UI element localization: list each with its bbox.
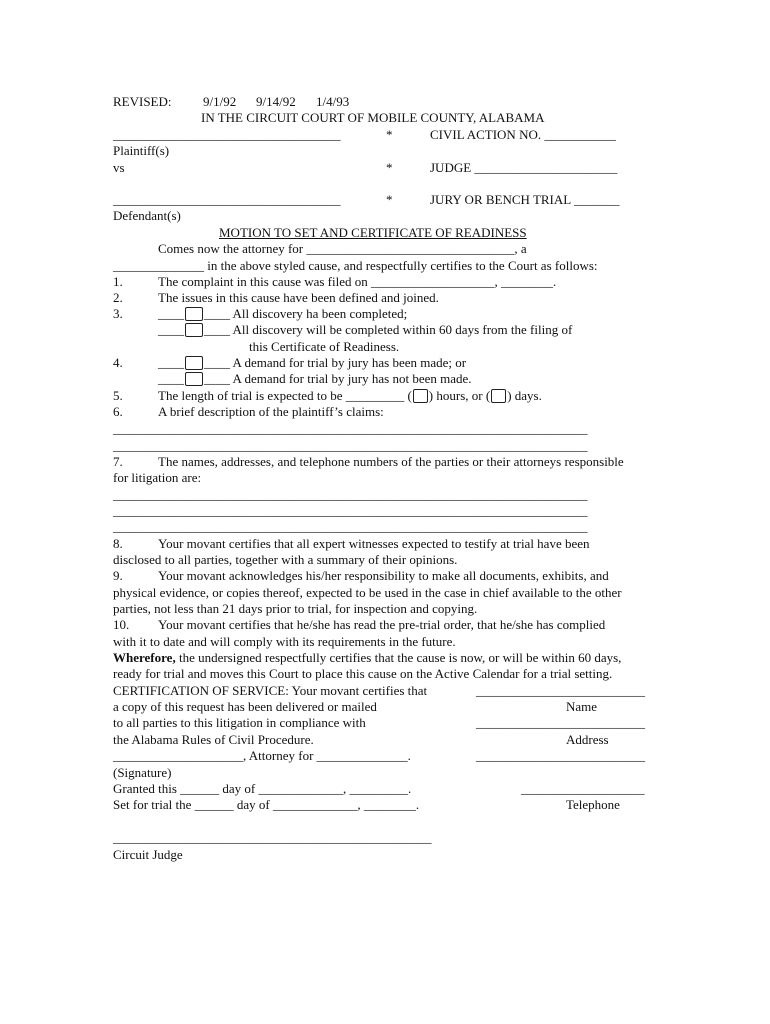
item-number: 4. [113, 355, 123, 370]
caption-star: * [386, 127, 393, 142]
item-7-text-cont: for litigation are: [113, 470, 202, 485]
item-7-text: The names, addresses, and telephone numbers of the parties or their attorneys responsible [158, 454, 624, 469]
item-8-text: Your movant certifies that all expert witnesses expected to testify at trial have been [158, 536, 590, 551]
telephone-label: Telephone [566, 797, 620, 812]
vs-label: vs [113, 160, 125, 175]
item-6-text: A brief description of the plaintiff’s claims: [158, 404, 384, 419]
motion-title: MOTION TO SET AND CERTIFICATE OF READINESS [219, 225, 527, 240]
discovery-complete-text: All discovery ha been completed; [230, 306, 408, 321]
item-9-text-cont: physical evidence, or copies thereof, expected to be used in the case in chief available to the other [113, 585, 622, 600]
wherefore-text-cont: ready for trial and moves this Court to place this cause on the Active Calendar for a trial setting. [113, 666, 613, 681]
revised-date-3: 1/4/93 [316, 94, 350, 109]
wherefore-bold: Wherefore, [113, 650, 176, 665]
discovery-pending-text: All discovery will be completed within 60 days from the filing of [230, 322, 573, 337]
item-number: 10. [113, 617, 130, 632]
item-number: 1. [113, 274, 123, 289]
parties-blank-line[interactable]: _________________________________________________________________________ [113, 519, 588, 534]
item-number: 9. [113, 568, 123, 583]
discovery-pending-row [158, 322, 572, 338]
blank-line: ____ [158, 355, 184, 370]
motion-intro-1: Comes now the attorney for ________________________________, a [158, 241, 527, 256]
revised-date-2: 9/14/92 [256, 94, 296, 109]
blank-line: ____ [158, 371, 184, 386]
attorney-signature-line[interactable]: ____________________, Attorney for ______________. [113, 748, 411, 763]
item-number: 7. [113, 454, 123, 469]
court-title: IN THE CIRCUIT COURT OF MOBILE COUNTY, ALABAMA [201, 110, 545, 125]
address-field-line-2[interactable]: __________________________ [476, 748, 645, 763]
item-9-text-cont: parties, not less than 21 days prior to trial, for inspection and copying. [113, 601, 478, 616]
address-field-line[interactable]: __________________________ [476, 715, 645, 730]
plaintiff-name-line[interactable]: ___________________________________ [113, 127, 341, 142]
claims-blank-line[interactable]: _________________________________________________________________________ [113, 421, 588, 436]
defendant-name-line[interactable]: ___________________________________ [113, 192, 341, 207]
item-1-text: The complaint in this cause was filed on ___________________, ________. [158, 274, 557, 289]
wherefore-text: the undersigned respectfully certifies that the cause is now, or will be within 60 days, [175, 650, 622, 665]
caption-star: * [386, 192, 393, 207]
item-number: 3. [113, 306, 123, 321]
parties-blank-line[interactable]: _________________________________________________________________________ [113, 503, 588, 518]
jury-demand-not-made-row [158, 371, 472, 387]
caption-star: * [386, 160, 393, 175]
jury-demand-not-made-text: A demand for trial by jury has not been made. [230, 371, 472, 386]
address-label: Address [566, 732, 609, 747]
trial-length-text: The length of trial is expected to be _________ ( [158, 388, 412, 403]
motion-intro-2: ______________ in the above styled cause, and respectfully certifies to the Court as follows: [113, 258, 598, 273]
item-number: 5. [113, 388, 123, 403]
defendant-label: Defendant(s) [113, 208, 181, 223]
jury-demand-not-made-checkbox[interactable] [185, 372, 203, 386]
trial-length-days-text: ) days. [507, 388, 542, 403]
civil-action-number[interactable]: CIVIL ACTION NO. ___________ [430, 127, 616, 142]
blank-line: ____ [158, 322, 184, 337]
certification-text: the Alabama Rules of Civil Procedure. [113, 732, 314, 747]
blank-line: ____ [204, 355, 230, 370]
item-10-text: Your movant certifies that he/she has read the pre-trial order, that he/she has complied [158, 617, 606, 632]
signature-label: (Signature) [113, 765, 172, 780]
circuit-judge-label: Circuit Judge [113, 847, 183, 862]
item-2-text: The issues in this cause have been defined and joined. [158, 290, 439, 305]
discovery-pending-text-cont: this Certificate of Readiness. [249, 339, 400, 354]
blank-line: ____ [204, 371, 230, 386]
jury-demand-made-text: A demand for trial by jury has been made; or [230, 355, 467, 370]
revised-label: REVISED: [113, 94, 172, 109]
certification-text: CERTIFICATION OF SERVICE: Your movant certifies that [113, 683, 428, 698]
item-number: 6. [113, 404, 123, 419]
item-number: 2. [113, 290, 123, 305]
item-10-text-cont: with it to date and will comply with its requirements in the future. [113, 634, 456, 649]
blank-line: ____ [204, 322, 230, 337]
item-number: 8. [113, 536, 123, 551]
certification-text: to all parties to this litigation in compliance with [113, 715, 366, 730]
discovery-complete-checkbox[interactable] [185, 307, 203, 321]
blank-line: ____ [158, 306, 184, 321]
telephone-field-line[interactable]: ___________________ [521, 781, 645, 796]
discovery-pending-checkbox[interactable] [185, 323, 203, 337]
granted-line[interactable]: Granted this ______ day of _____________, _________. [113, 781, 412, 796]
jury-or-bench-field[interactable]: JURY OR BENCH TRIAL _______ [430, 192, 620, 207]
item-9-text: Your movant acknowledges his/her responsibility to make all documents, exhibits, and [158, 568, 609, 583]
parties-blank-line[interactable]: _________________________________________________________________________ [113, 487, 588, 502]
name-field-line[interactable]: __________________________ [476, 683, 645, 698]
trial-length-hours-text: ) hours, or ( [428, 388, 491, 403]
wherefore-paragraph [113, 650, 621, 666]
judge-field[interactable]: JUDGE ______________________ [430, 160, 618, 175]
item-8-text-cont: disclosed to all parties, together with a summary of their opinions. [113, 552, 458, 567]
judge-signature-line[interactable]: _________________________________________________ [113, 830, 432, 845]
claims-blank-line[interactable]: _________________________________________________________________________ [113, 438, 588, 453]
name-label: Name [566, 699, 598, 714]
trial-length-row [158, 388, 542, 404]
hours-checkbox[interactable] [413, 389, 428, 403]
certification-text: a copy of this request has been delivered or mailed [113, 699, 377, 714]
days-checkbox[interactable] [491, 389, 506, 403]
discovery-complete-row [158, 306, 407, 322]
revised-date-1: 9/1/92 [203, 94, 237, 109]
jury-demand-made-checkbox[interactable] [185, 356, 203, 370]
set-for-trial-line[interactable]: Set for trial the ______ day of _____________, ________. [113, 797, 420, 812]
plaintiff-label: Plaintiff(s) [113, 143, 170, 158]
jury-demand-made-row [158, 355, 466, 371]
blank-line: ____ [204, 306, 230, 321]
